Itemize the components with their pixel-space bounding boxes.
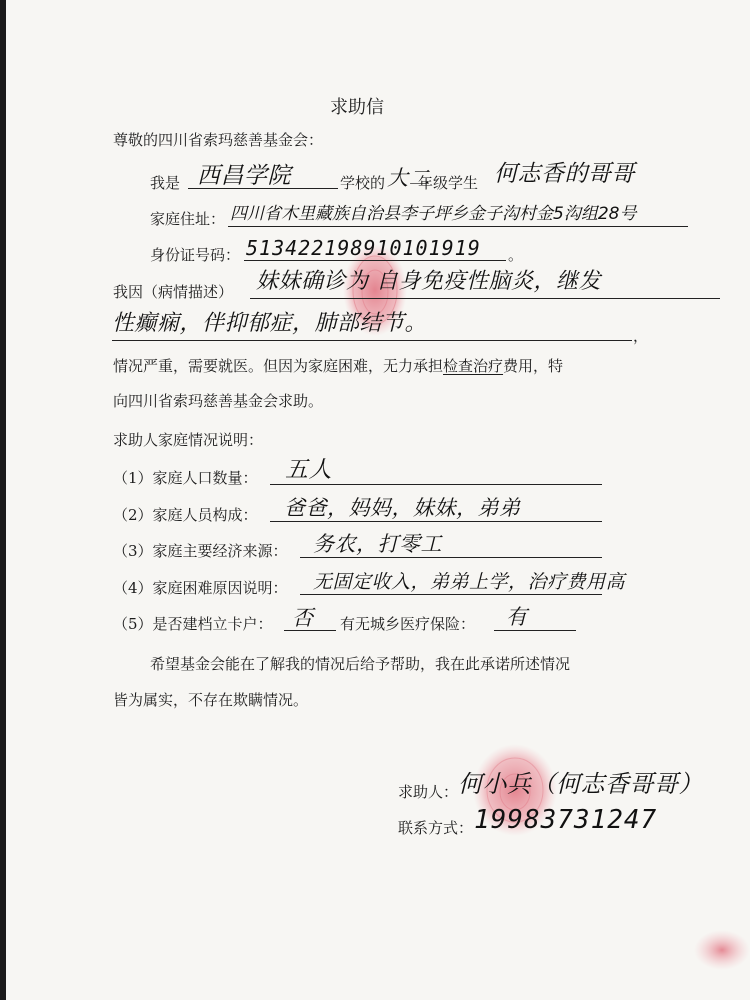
insurance-value: 有 xyxy=(506,605,528,629)
family-item-underline-3 xyxy=(300,557,602,558)
school-underline xyxy=(188,188,338,189)
scan-edge xyxy=(0,0,6,1000)
illness-underline-1 xyxy=(250,298,720,299)
family-item-underline-1 xyxy=(270,484,602,485)
address-value: 四川省木里藏族自治县李子坪乡金子沟村金5沟组28号 xyxy=(230,204,637,224)
school-name: 西昌学院 xyxy=(197,163,291,189)
illness-underline-2 xyxy=(112,340,632,341)
item5-underline xyxy=(284,630,336,631)
body-line-2: 向四川省索玛慈善基金会求助。 xyxy=(113,392,324,410)
body-line-1-underlined: 检查治疗 xyxy=(443,357,504,375)
address-underline xyxy=(228,226,688,227)
contact-value: 19983731247 xyxy=(474,805,658,835)
applicant-name: 何志香的哥哥 xyxy=(494,161,635,187)
family-item-label-2: （2）家庭人员构成： xyxy=(113,506,258,524)
fingerprint-smudge xyxy=(690,925,750,975)
signature-label: 求助人： xyxy=(398,783,459,801)
family-item-label-1: （1）家庭人口数量： xyxy=(113,469,258,487)
family-item-value-4: 无固定收入，弟弟上学，治疗费用高 xyxy=(313,571,626,593)
contact-label: 联系方式： xyxy=(398,819,474,837)
family-item-label-3: （3）家庭主要经济来源： xyxy=(113,542,288,560)
address-label: 家庭住址： xyxy=(150,210,226,228)
letter-page: 求助信 尊敬的四川省索玛慈善基金会： 我是 西昌学院 学校的 大二 年级学生 何志香的哥哥 家庭住址： 四川省木里藏族自治县李子坪乡金子沟村金5沟组28号 身份证号码： 513422198910101919 。 我因（病情描述） 妹妹确诊为 自身免疫性脑炎，继发 性癫痫，伴抑郁症，肺部结节。 ， 情况严重，需要就医。但因为家庭困难，无力承担检查治疗费用，特 向四川省索玛慈善基金会求助。 求助人家庭情况说明： （1）家庭人口数量： 五人 （2）家庭人员构成： 爸爸，妈妈，妹妹，弟弟 （3）家庭主要经济来源： 务农，打零工 （4）家庭困难原因说明： 无固定收入，弟弟上学，治疗费用高 （5）是否建档立卡户： 否 有无城乡医疗保险： 有 希望基金会能在了解我的情况后给予帮助，我在此承诺所述情况 皆为属实，不存在欺瞒情况。 求助人： 何小兵（何志香哥哥） 联系方式： 19983731247 xyxy=(0,0,750,1000)
body-line-1-after: 费用，特 xyxy=(503,357,564,375)
illness-line-2: 性癫痫，伴抑郁症，肺部结节。 xyxy=(112,311,428,336)
illness-label: 我因（病情描述） xyxy=(113,283,234,301)
closing-line-1: 希望基金会能在了解我的情况后给予帮助，我在此承诺所述情况 xyxy=(150,655,571,673)
closing-line-2: 皆为属实，不存在欺瞒情况。 xyxy=(113,691,309,709)
page-title: 求助信 xyxy=(330,97,384,118)
insurance-underline xyxy=(494,630,576,631)
grade-suffix: 年级学生 xyxy=(418,174,479,192)
intro-mid: 学校的 xyxy=(340,174,386,192)
id-label: 身份证号码： xyxy=(150,246,241,264)
family-item-label-4: （4）家庭困难原因说明： xyxy=(113,579,288,597)
grade-handwritten: 大二 xyxy=(387,166,430,190)
family-item-value-2: 爸爸，妈妈，妹妹，弟弟 xyxy=(284,496,521,520)
id-underline xyxy=(244,260,506,261)
intro-prefix: 我是 xyxy=(150,174,181,192)
family-item-value-1: 五人 xyxy=(285,457,332,483)
family-item-underline-4 xyxy=(300,594,602,595)
family-item-value-3: 务农，打零工 xyxy=(313,532,442,556)
insurance-label: 有无城乡医疗保险： xyxy=(340,615,476,633)
item5-label: （5）是否建档立卡户： xyxy=(113,615,273,633)
body-line-1-before: 情况严重，需要就医。但因为家庭困难，无力承担 xyxy=(113,357,444,375)
family-heading: 求助人家庭情况说明： xyxy=(113,431,264,449)
id-value: 513422198910101919 xyxy=(246,236,481,260)
body-line-1 xyxy=(113,356,563,376)
salutation: 尊敬的四川省索玛慈善基金会： xyxy=(113,131,324,149)
illness-line-1: 妹妹确诊为 自身免疫性脑炎，继发 xyxy=(256,269,601,294)
item5-value: 否 xyxy=(292,606,314,630)
family-item-underline-2 xyxy=(270,521,602,522)
signature-value: 何小兵（何志香哥哥） xyxy=(458,770,703,798)
